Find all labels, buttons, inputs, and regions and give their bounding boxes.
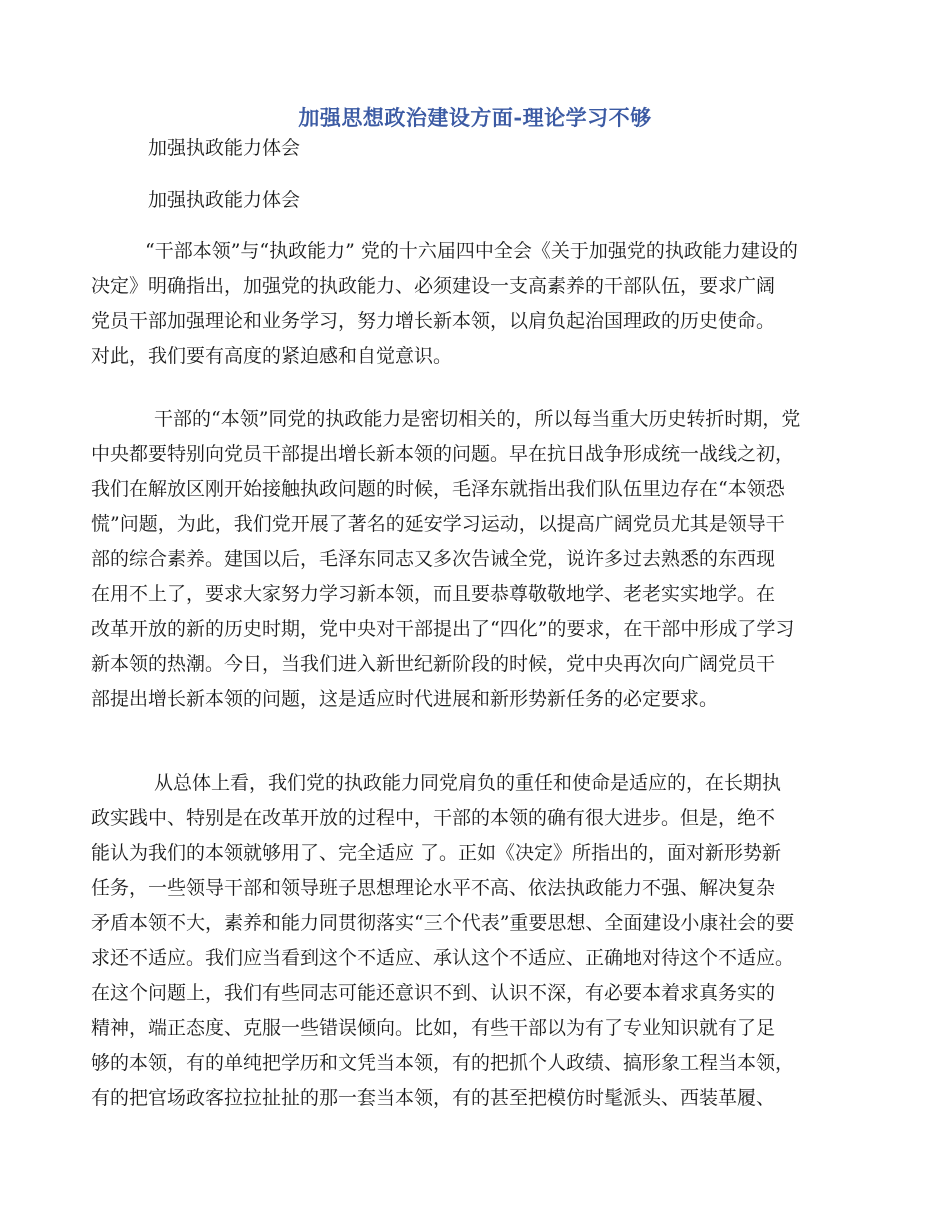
paragraph-3-line: 能认为我们的本领就够用了、完全适应 了。正如《决定》所指出的，面对新形势新 xyxy=(91,842,782,864)
paragraph-2-line: 部提出增长新本领的问题，这是适应时代进展和新形势新任务的必定要求。 xyxy=(91,688,719,710)
paragraph-2-line: 慌”问题，为此，我们党开展了著名的延安学习运动，以提高广阔党员尤其是领导干 xyxy=(91,513,785,535)
paragraph-2-line: 中央都要特别向党员干部提出增长新本领的问题。早在抗日战争形成统一战线之初， xyxy=(91,443,795,465)
paragraph-3-line: 从总体上看，我们党的执政能力同党肩负的重任和使命是适应的，在长期执 xyxy=(154,772,782,794)
paragraph-2-line: 我们在解放区刚开始接触执政问题的时候，毛泽东就指出我们队伍里边存在“本领恐 xyxy=(91,478,785,500)
paragraph-2-line: 新本领的热潮。今日，当我们进入新世纪新阶段的时候，党中央再次向广阔党员干 xyxy=(91,653,776,675)
document-title: 加强思想政治建设方面-理论学习不够 xyxy=(298,105,652,130)
paragraph-3-line: 在这个问题上，我们有些同志可能还意识不到、认识不深，有必要本着求真务实的 xyxy=(91,982,776,1004)
subheading-2: 加强执政能力体会 xyxy=(148,189,301,211)
paragraph-3-line: 有的把官场政客拉拉扯扯的那一套当本领，有的甚至把模仿时髦派头、西装革履、 xyxy=(91,1087,776,1109)
subheading-1: 加强执政能力体会 xyxy=(148,137,301,159)
paragraph-2 xyxy=(91,402,861,717)
paragraph-1-line: “干部本领”与“执政能力” 党的十六届四中全会《关于加强党的执政能力建设的 xyxy=(145,240,798,262)
paragraph-3-line: 矛盾本领不大，素养和能力同贯彻落实“三个代表”重要思想、全面建设小康社会的要 xyxy=(91,912,795,934)
paragraph-3 xyxy=(91,766,861,1116)
paragraph-2-line: 在用不上了，要求大家努力学习新本领，而且要恭尊敬敬地学、老老实实地学。在 xyxy=(91,583,776,605)
paragraph-1 xyxy=(91,234,861,374)
paragraph-3-line: 求还不适应。我们应当看到这个不适应、承认这个不适应、正确地对待这个不适应。 xyxy=(91,947,795,969)
paragraph-1-line: 党员干部加强理论和业务学习，努力增长新本领，以肩负起治国理政的历史使命。 xyxy=(91,310,776,332)
paragraph-3-line: 任务，一些领导干部和领导班子思想理论水平不高、依法执政能力不强、解决复杂 xyxy=(91,877,776,899)
paragraph-2-line: 改革开放的新的历史时期，党中央对干部提出了“四化”的要求，在干部中形成了学习 xyxy=(91,618,795,640)
paragraph-2-line: 部的综合素养。建国以后，毛泽东同志又多次告诫全党，说许多过去熟悉的东西现 xyxy=(91,548,776,570)
paragraph-3-line: 够的本领，有的单纯把学历和文凭当本领，有的把抓个人政绩、搞形象工程当本领， xyxy=(91,1052,795,1074)
paragraph-1-line: 对此，我们要有高度的紧迫感和自觉意识。 xyxy=(91,345,453,367)
paragraph-1-line: 决定》明确指出，加强党的执政能力、必须建设一支高素养的干部队伍，要求广阔 xyxy=(91,275,776,297)
paragraph-3-line: 政实践中、特别是在改革开放的过程中，干部的本领的确有很大进步。但是，绝不 xyxy=(91,807,776,829)
paragraph-2-line: 干部的“本领”同党的执政能力是密切相关的，所以每当重大历史转折时期，党 xyxy=(154,408,801,430)
paragraph-3-line: 精神，端正态度、克服一些错误倾向。比如，有些干部以为有了专业知识就有了足 xyxy=(91,1017,776,1039)
